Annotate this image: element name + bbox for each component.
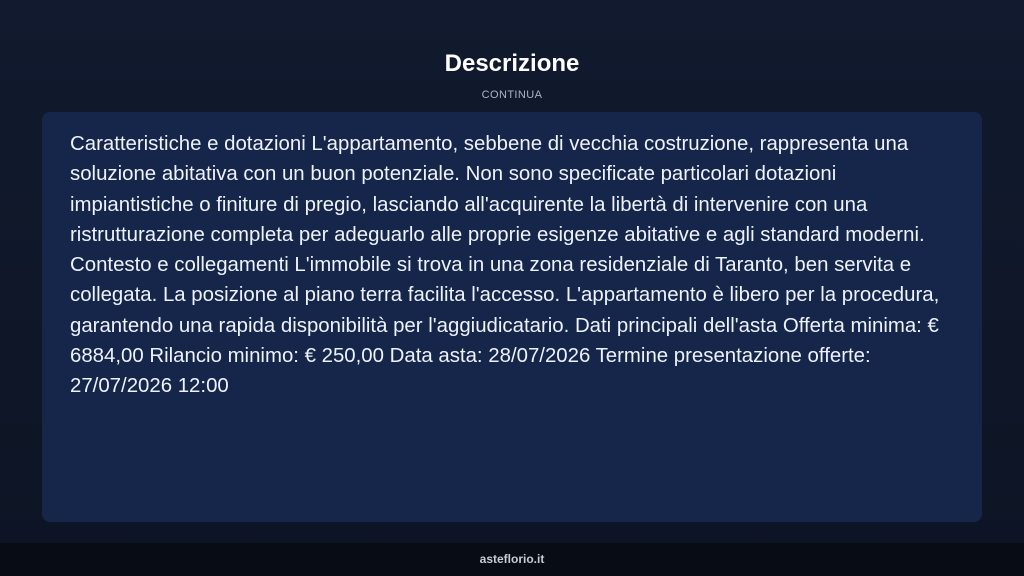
description-text: Caratteristiche e dotazioni L'appartamento, sebbene di vecchia costruzione, rappresenta una soluzione abitativa con un buon potenziale. Non sono specificate particolari dotazioni impiantistiche o finiture di pregio, lasciando all'acquirente la libertà di intervenire con una ristrutturazione completa per adeguarlo alle proprie esigenze abitative e agli standard moderni. Contesto e collegamenti L'immobile si trova in una zona residenziale di Taranto, ben servita e collegata. La posizione al piano terra facilita l'accesso. L'appartamento è libero per la procedura, garantendo una rapida disponibilità per l'aggiudicatario. Dati principali dell'asta Offerta minima: € 6884,00 Rilancio minimo: € 250,00 Data asta: 28/07/2026 Termine presentazione offerte: 27/07/2026 12:00 — [70, 133, 940, 398]
description-card — [42, 112, 982, 522]
continue-label: CONTINUA — [481, 89, 543, 101]
footer — [0, 543, 1024, 576]
page-title: Descrizione — [444, 50, 580, 77]
site-name: asteflorio.it — [479, 552, 545, 566]
header — [0, 48, 1024, 102]
